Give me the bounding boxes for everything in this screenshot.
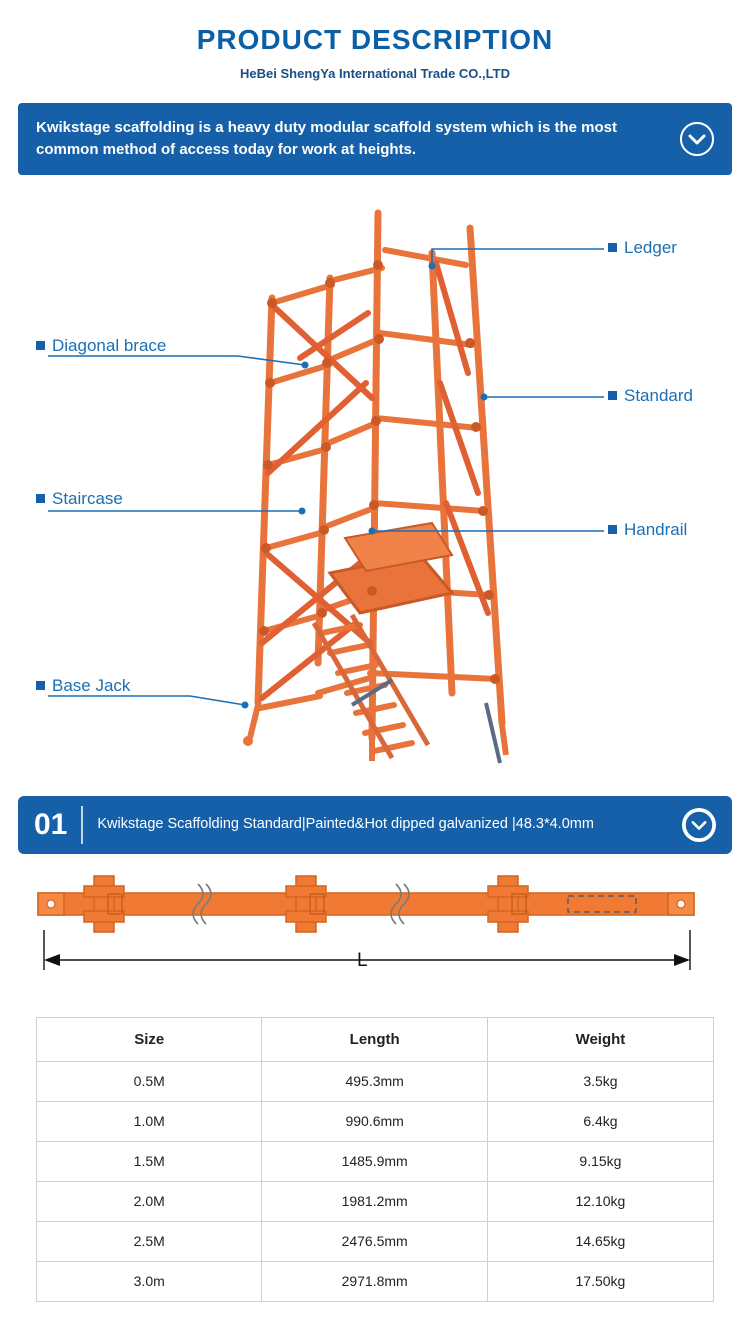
diagram-label-text: Base Jack	[52, 675, 131, 695]
table-row	[37, 1061, 714, 1101]
cell-weight: 3.5kg	[487, 1061, 713, 1101]
table-row	[37, 1101, 714, 1141]
table-row	[37, 1221, 714, 1261]
standard-technical-drawing	[0, 868, 750, 1003]
square-bullet-icon	[36, 341, 45, 350]
diagram-label-text: Diagonal brace	[52, 335, 167, 355]
table-row	[37, 1141, 714, 1181]
cell-size: 1.0M	[37, 1101, 262, 1141]
square-bullet-icon	[608, 525, 617, 534]
cell-length: 990.6mm	[262, 1101, 487, 1141]
table-header-row	[37, 1017, 714, 1061]
cell-weight: 14.65kg	[487, 1221, 713, 1261]
scaffold-diagram	[0, 193, 750, 768]
diagram-label-text: Staircase	[52, 488, 123, 508]
square-bullet-icon	[608, 391, 617, 400]
square-bullet-icon	[36, 494, 45, 503]
cell-weight: 9.15kg	[487, 1141, 713, 1181]
cell-length: 2476.5mm	[262, 1221, 487, 1261]
page-header	[0, 0, 750, 81]
cell-size: 1.5M	[37, 1141, 262, 1181]
table-header-length: Length	[262, 1017, 487, 1061]
section-divider	[81, 806, 83, 844]
table-row	[37, 1261, 714, 1301]
diagram-label-staircase	[36, 489, 123, 509]
cell-length: 2971.8mm	[262, 1261, 487, 1301]
cell-size: 2.5M	[37, 1221, 262, 1261]
diagram-label-text: Standard	[624, 385, 693, 405]
section-header-01	[18, 796, 732, 854]
cell-weight: 6.4kg	[487, 1101, 713, 1141]
page-title: PRODUCT DESCRIPTION	[196, 24, 554, 55]
intro-text: Kwikstage scaffolding is a heavy duty modular scaffold system which is the most common method of access today for work at heights.	[36, 119, 617, 158]
square-bullet-icon	[36, 681, 45, 690]
table-header-weight: Weight	[487, 1017, 713, 1061]
table-row	[37, 1181, 714, 1221]
company-subtitle: HeBei ShengYa International Trade CO.,LTD	[240, 66, 510, 81]
specifications-table	[36, 1017, 714, 1302]
standard-drawing-svg	[0, 868, 750, 1003]
chevron-down-circle-icon[interactable]	[680, 122, 714, 156]
cell-length: 495.3mm	[262, 1061, 487, 1101]
dimension-label-l: L	[357, 949, 368, 971]
diagram-label-handrail	[608, 520, 687, 540]
diagram-label-standard	[608, 386, 693, 406]
cell-size: 2.0M	[37, 1181, 262, 1221]
intro-banner	[18, 103, 732, 175]
diagram-label-text: Handrail	[624, 519, 688, 539]
diagram-label-ledger	[608, 238, 677, 258]
table-header-size: Size	[37, 1017, 262, 1061]
square-bullet-icon	[608, 243, 617, 252]
cell-length: 1981.2mm	[262, 1181, 487, 1221]
diagram-label-text: Ledger	[624, 237, 677, 257]
diagram-label-base-jack	[36, 676, 130, 696]
chevron-down-circle-icon[interactable]	[682, 808, 716, 842]
cell-weight: 17.50kg	[487, 1261, 713, 1301]
section-number: 01	[34, 807, 68, 841]
cell-weight: 12.10kg	[487, 1181, 713, 1221]
cell-size: 0.5M	[37, 1061, 262, 1101]
diagram-label-diagonal-brace	[36, 336, 166, 356]
cell-length: 1485.9mm	[262, 1141, 487, 1181]
section-title: Kwikstage Scaffolding Standard|Painted&Hot dipped galvanized |48.3*4.0mm	[97, 815, 594, 832]
cell-size: 3.0m	[37, 1261, 262, 1301]
